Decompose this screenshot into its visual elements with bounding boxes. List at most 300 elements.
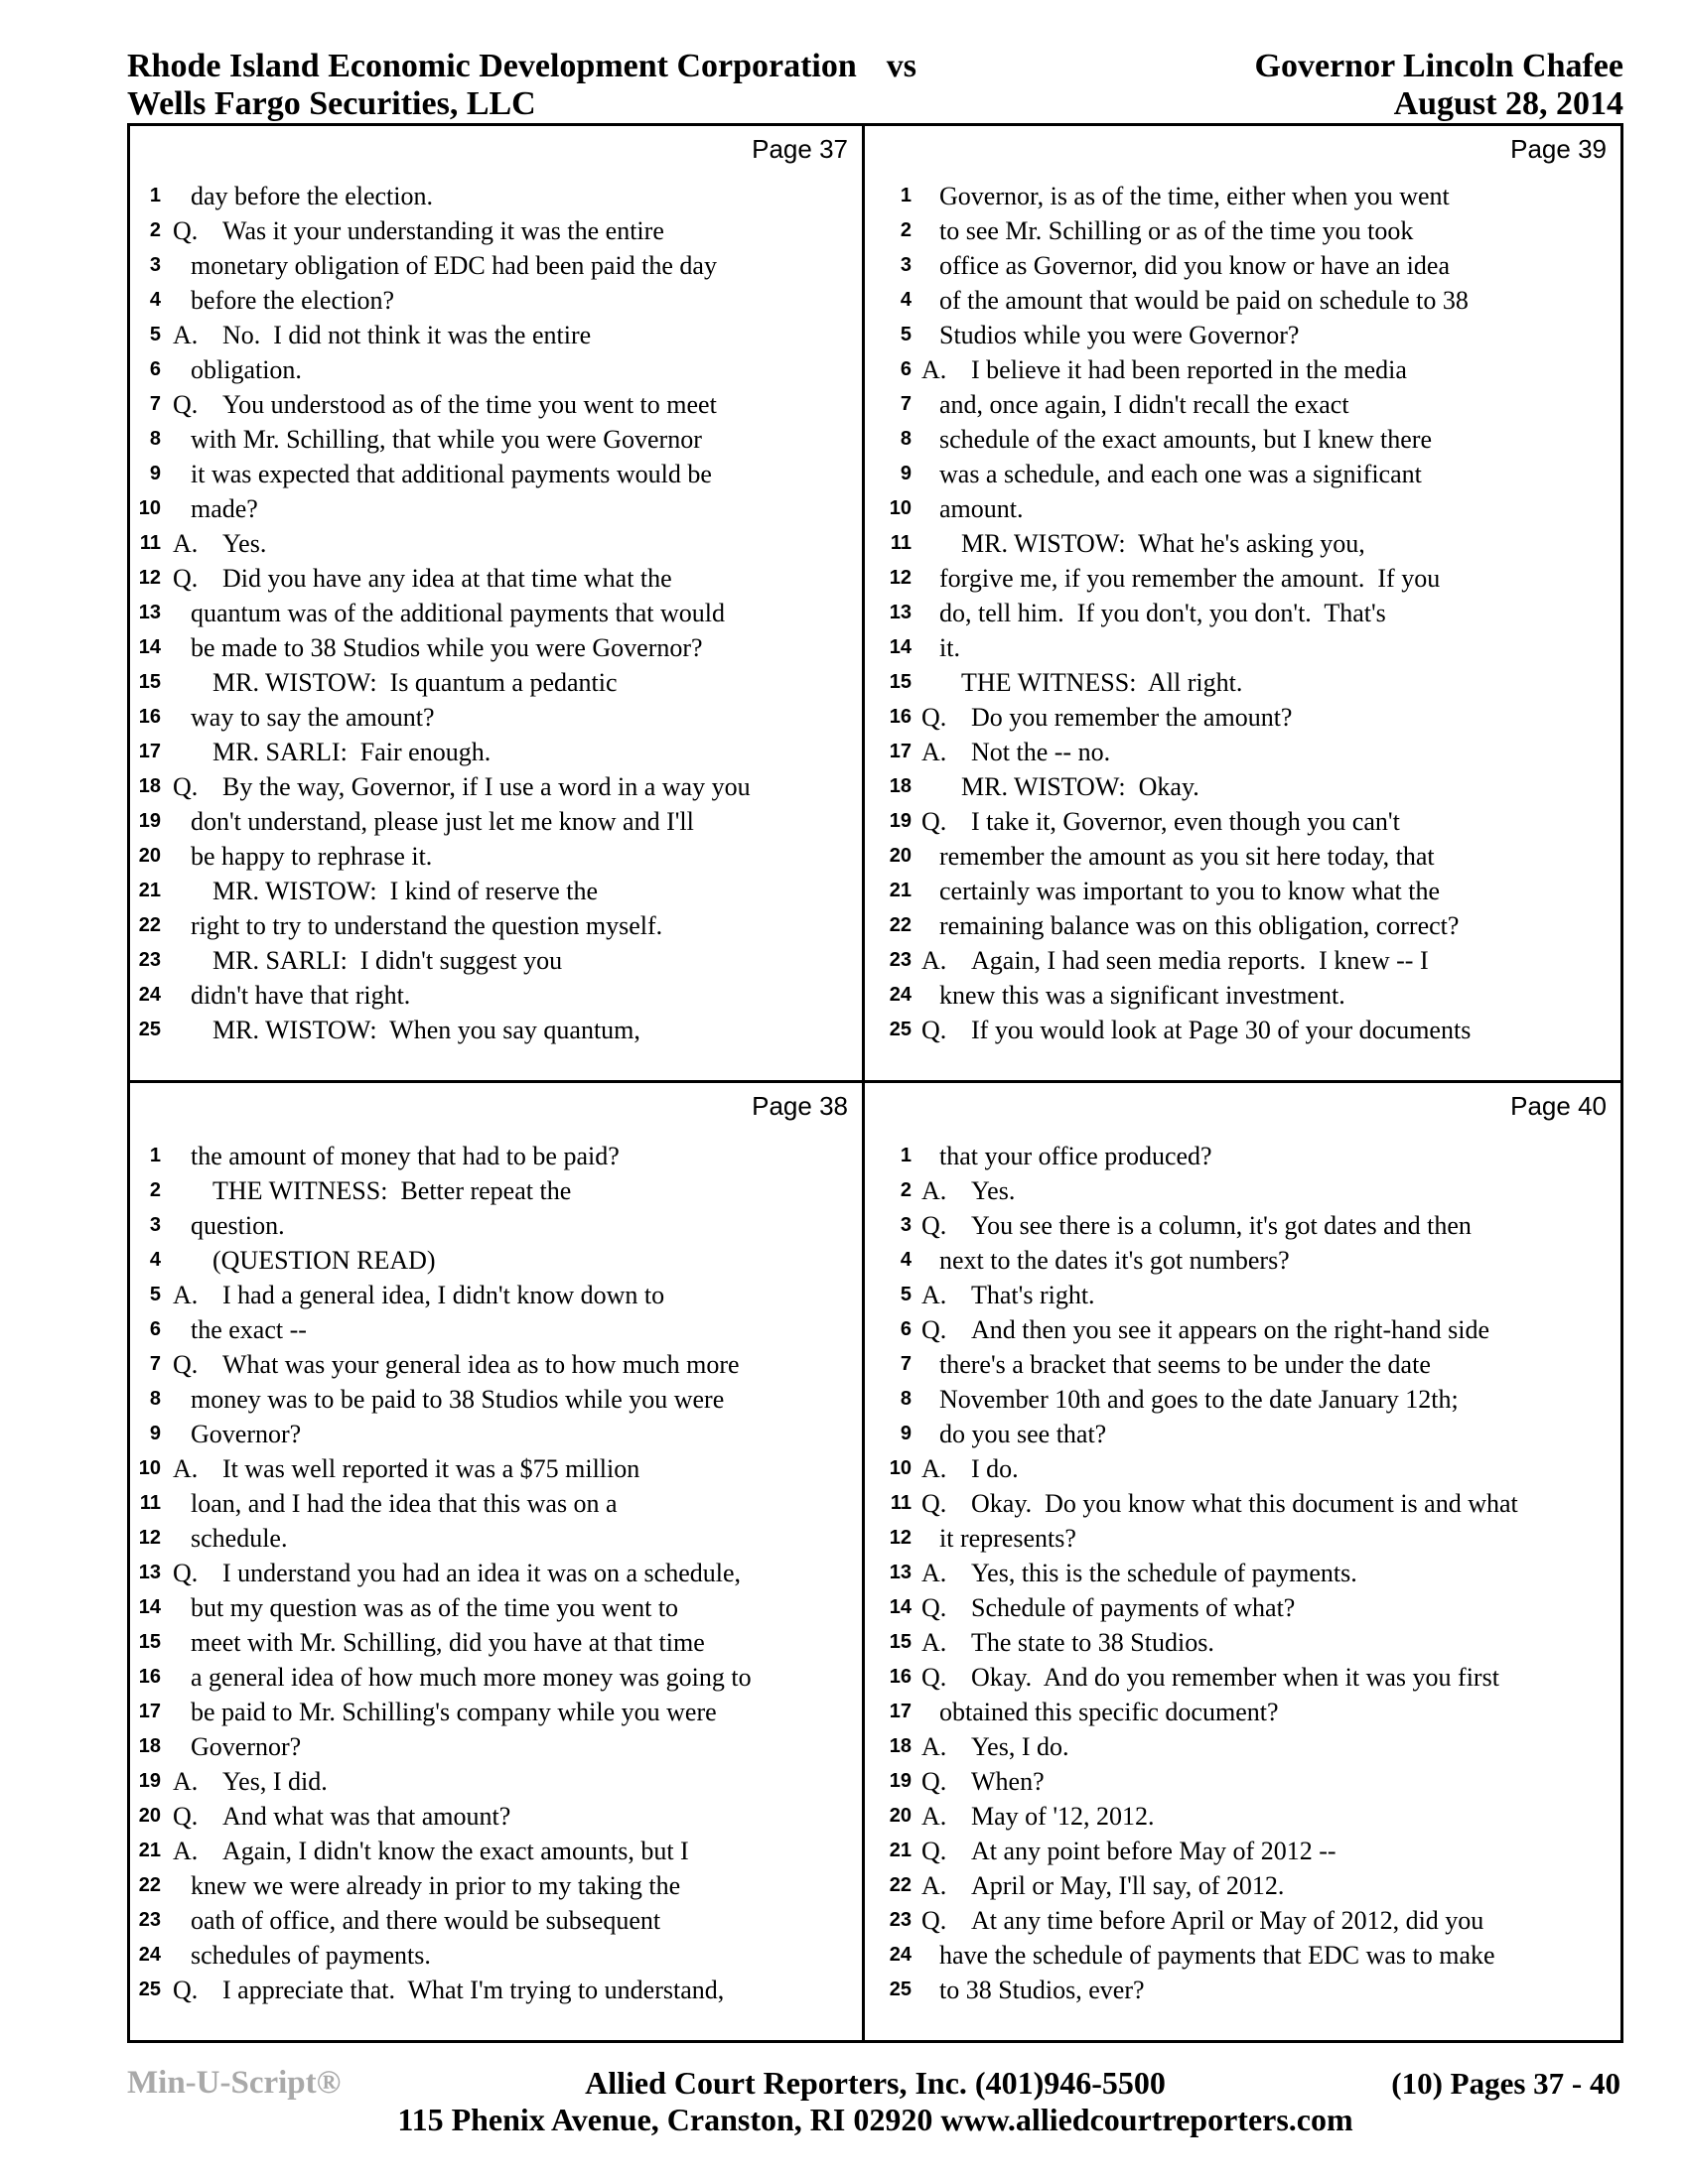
case-title-left bbox=[127, 48, 916, 123]
line-text: knew this was a significant investment. bbox=[939, 981, 1345, 1010]
qa-prefix: A. bbox=[921, 1454, 947, 1483]
transcript-line bbox=[130, 839, 862, 874]
transcript-line bbox=[865, 1695, 1620, 1729]
line-body bbox=[939, 1139, 1212, 1173]
minuscript-brand: Min-U-Script® bbox=[127, 2065, 342, 2101]
line-number: 22 bbox=[138, 1874, 161, 1896]
line-body bbox=[191, 179, 433, 213]
qa-prefix: Q. bbox=[921, 1593, 947, 1622]
line-text: of the amount that would be paid on schedule to 38 bbox=[939, 286, 1469, 315]
line-text: quantum was of the additional payments that would bbox=[191, 599, 725, 627]
line-body bbox=[939, 978, 1345, 1013]
line-text: Okay. Do you know what this document is and what bbox=[971, 1489, 1518, 1518]
qa-prefix: A. bbox=[921, 1176, 947, 1205]
line-body bbox=[173, 561, 672, 596]
line-number: 17 bbox=[889, 741, 912, 762]
line-body bbox=[939, 665, 1242, 700]
line-text: MR. WISTOW: I kind of reserve the bbox=[212, 877, 598, 905]
line-number: 10 bbox=[138, 497, 161, 519]
line-body bbox=[191, 1868, 680, 1903]
line-text: remaining balance was on this obligation, correct? bbox=[939, 911, 1460, 940]
qa-prefix: Q. bbox=[921, 1315, 947, 1344]
line-body bbox=[939, 839, 1435, 874]
qa-prefix: Q. bbox=[921, 1211, 947, 1240]
line-body bbox=[191, 1486, 618, 1521]
line-text: be paid to Mr. Schilling's company while you were bbox=[191, 1698, 717, 1726]
line-number: 24 bbox=[138, 1944, 161, 1966]
transcript-line bbox=[865, 561, 1620, 596]
transcript-line bbox=[865, 700, 1620, 735]
line-number: 5 bbox=[900, 324, 912, 345]
line-text: Again, I didn't know the exact amounts, but I bbox=[222, 1837, 689, 1865]
transcript-line bbox=[130, 908, 862, 943]
transcript-line bbox=[865, 1382, 1620, 1417]
qa-prefix: Q. bbox=[173, 772, 199, 801]
page-range: (10) Pages 37 - 40 bbox=[1391, 2066, 1620, 2101]
transcript-line bbox=[865, 1139, 1620, 1173]
deposition-date: August 28, 2014 bbox=[1393, 85, 1623, 122]
qa-prefix: Q. bbox=[921, 1767, 947, 1796]
line-body bbox=[921, 352, 1407, 387]
transcript-line bbox=[865, 1938, 1620, 1973]
transcript-line bbox=[130, 700, 862, 735]
transcript-lines bbox=[130, 1139, 862, 2007]
line-number: 15 bbox=[138, 671, 161, 693]
transcript-line bbox=[130, 874, 862, 908]
qa-prefix: Q. bbox=[173, 216, 199, 245]
transcript-line bbox=[865, 1173, 1620, 1208]
transcript-grid bbox=[127, 123, 1623, 2043]
transcript-line bbox=[865, 1521, 1620, 1556]
court-reporter-address: 115 Phenix Avenue, Cranston, RI 02920 www.alliedcourtreporters.com bbox=[397, 2102, 1353, 2137]
transcript-line bbox=[130, 318, 862, 352]
line-body bbox=[921, 943, 1429, 978]
line-text: office as Governor, did you know or have an idea bbox=[939, 251, 1450, 280]
line-text: right to try to understand the question myself. bbox=[191, 911, 663, 940]
line-number: 23 bbox=[889, 949, 912, 971]
line-number: 15 bbox=[138, 1631, 161, 1653]
line-body bbox=[191, 1521, 287, 1556]
line-number: 7 bbox=[900, 1353, 912, 1375]
line-body bbox=[173, 213, 664, 248]
line-number: 11 bbox=[890, 532, 912, 554]
line-number: 16 bbox=[138, 706, 161, 728]
transcript-line bbox=[130, 1938, 862, 1973]
qa-prefix: Q. bbox=[173, 1350, 199, 1379]
line-number: 13 bbox=[889, 602, 912, 623]
qa-prefix: A. bbox=[921, 1281, 947, 1309]
transcript-line bbox=[130, 1208, 862, 1243]
transcript-line bbox=[865, 1764, 1620, 1799]
line-text: there's a bracket that seems to be under the date bbox=[939, 1350, 1431, 1379]
line-number: 6 bbox=[900, 358, 912, 380]
line-body bbox=[939, 561, 1440, 596]
line-body bbox=[173, 318, 592, 352]
line-text: the amount of money that had to be paid? bbox=[191, 1142, 620, 1170]
line-text: I do. bbox=[971, 1454, 1019, 1483]
qa-prefix: Q. bbox=[921, 1016, 947, 1044]
qa-prefix: Q. bbox=[921, 1906, 947, 1935]
transcript-line bbox=[130, 1973, 862, 2007]
line-body bbox=[939, 1243, 1290, 1278]
qa-prefix: A. bbox=[921, 946, 947, 975]
transcript-line bbox=[130, 422, 862, 457]
line-body bbox=[173, 1451, 640, 1486]
page-cell-38 bbox=[130, 1083, 865, 2040]
transcript-line bbox=[130, 1278, 862, 1312]
line-text: made? bbox=[191, 494, 258, 523]
line-number: 1 bbox=[149, 1145, 161, 1166]
transcript-line bbox=[865, 804, 1620, 839]
line-number: 23 bbox=[138, 949, 161, 971]
line-body bbox=[173, 387, 717, 422]
line-text: be made to 38 Studios while you were Governor? bbox=[191, 633, 703, 662]
line-number: 9 bbox=[149, 463, 161, 484]
transcript-line bbox=[130, 1695, 862, 1729]
line-number: 16 bbox=[138, 1666, 161, 1688]
line-number: 24 bbox=[138, 984, 161, 1006]
line-number: 6 bbox=[149, 358, 161, 380]
line-number: 16 bbox=[889, 1666, 912, 1688]
transcript-line bbox=[865, 1868, 1620, 1903]
line-number: 25 bbox=[889, 1019, 912, 1040]
line-text: Schedule of payments of what? bbox=[971, 1593, 1296, 1622]
line-body bbox=[173, 1834, 689, 1868]
transcript-line bbox=[865, 1486, 1620, 1521]
line-text: I had a general idea, I didn't know down to bbox=[222, 1281, 665, 1309]
line-number: 4 bbox=[149, 289, 161, 311]
line-body bbox=[191, 1243, 436, 1278]
line-number: 5 bbox=[149, 324, 161, 345]
line-body bbox=[191, 804, 694, 839]
qa-prefix: Q. bbox=[921, 1489, 947, 1518]
line-text: that your office produced? bbox=[939, 1142, 1212, 1170]
qa-prefix: A. bbox=[921, 1559, 947, 1587]
transcript-line bbox=[865, 1278, 1620, 1312]
line-body bbox=[191, 943, 562, 978]
transcript-line bbox=[130, 1868, 862, 1903]
qa-prefix: A. bbox=[173, 1454, 199, 1483]
transcript-line bbox=[130, 1312, 862, 1347]
line-body bbox=[921, 1312, 1490, 1347]
line-number: 7 bbox=[149, 1353, 161, 1375]
line-body bbox=[191, 978, 410, 1013]
line-text: Governor, is as of the time, either when you went bbox=[939, 182, 1450, 210]
line-number: 23 bbox=[138, 1909, 161, 1931]
line-body bbox=[939, 526, 1365, 561]
line-number: 11 bbox=[890, 1492, 912, 1514]
line-text: before the election? bbox=[191, 286, 394, 315]
line-body bbox=[173, 1799, 511, 1834]
line-text: I take it, Governor, even though you can't bbox=[971, 807, 1400, 836]
line-text: but my question was as of the time you went to bbox=[191, 1593, 679, 1622]
line-text: Governor? bbox=[191, 1732, 302, 1761]
transcript-line bbox=[865, 526, 1620, 561]
line-text: It was well reported it was a $75 million bbox=[222, 1454, 640, 1483]
qa-prefix: Q. bbox=[173, 1559, 199, 1587]
line-number: 23 bbox=[889, 1909, 912, 1931]
qa-prefix: A. bbox=[173, 321, 199, 349]
transcript-line bbox=[130, 1764, 862, 1799]
transcript-line bbox=[865, 1729, 1620, 1764]
line-number: 9 bbox=[900, 463, 912, 484]
line-text: forgive me, if you remember the amount. If you bbox=[939, 564, 1441, 593]
line-text: do, tell him. If you don't, you don't. That's bbox=[939, 599, 1386, 627]
line-number: 3 bbox=[900, 1214, 912, 1236]
page-number-label: Page 37 bbox=[752, 134, 848, 164]
line-text: Yes, I did. bbox=[222, 1767, 328, 1796]
transcript-line bbox=[865, 491, 1620, 526]
line-number: 6 bbox=[149, 1318, 161, 1340]
transcript-line bbox=[130, 1347, 862, 1382]
line-body bbox=[191, 1173, 571, 1208]
line-body bbox=[173, 769, 751, 804]
line-text: and, once again, I didn't recall the exact bbox=[939, 390, 1349, 419]
transcript-line bbox=[865, 387, 1620, 422]
line-text: THE WITNESS: Better repeat the bbox=[212, 1176, 572, 1205]
line-text: I appreciate that. What I'm trying to understand, bbox=[222, 1976, 725, 2004]
line-text: The state to 38 Studios. bbox=[971, 1628, 1214, 1657]
qa-prefix: Q. bbox=[921, 1837, 947, 1865]
line-body bbox=[173, 1278, 665, 1312]
case-title-line1 bbox=[127, 48, 916, 85]
plaintiff-name: Rhode Island Economic Development Corporation bbox=[127, 48, 857, 84]
line-body bbox=[921, 804, 1400, 839]
line-body bbox=[191, 491, 258, 526]
line-body bbox=[173, 1347, 740, 1382]
line-text: And then you see it appears on the right-hand side bbox=[971, 1315, 1490, 1344]
line-text: April or May, I'll say, of 2012. bbox=[971, 1871, 1285, 1900]
line-text: certainly was important to you to know what the bbox=[939, 877, 1441, 905]
line-body bbox=[191, 1208, 285, 1243]
line-text: it represents? bbox=[939, 1524, 1076, 1553]
transcript-line bbox=[130, 1451, 862, 1486]
line-body bbox=[191, 596, 725, 630]
line-body bbox=[191, 1660, 752, 1695]
line-number: 8 bbox=[149, 428, 161, 450]
line-text: remember the amount as you sit here today, that bbox=[939, 842, 1435, 871]
line-number: 12 bbox=[889, 1527, 912, 1549]
line-text: schedule of the exact amounts, but I knew there bbox=[939, 425, 1432, 454]
transcript-line bbox=[130, 665, 862, 700]
line-text: schedule. bbox=[191, 1524, 288, 1553]
footer bbox=[127, 2065, 1623, 2137]
line-text: And what was that amount? bbox=[222, 1802, 511, 1831]
line-text: don't understand, please just let me know and I'll bbox=[191, 807, 694, 836]
line-text: Studios while you were Governor? bbox=[939, 321, 1300, 349]
line-number: 3 bbox=[149, 1214, 161, 1236]
line-number: 13 bbox=[889, 1562, 912, 1583]
qa-prefix: A. bbox=[921, 738, 947, 766]
witness-name: Governor Lincoln Chafee bbox=[1254, 48, 1623, 84]
line-number: 21 bbox=[889, 880, 912, 901]
line-number: 4 bbox=[149, 1249, 161, 1271]
line-body bbox=[939, 387, 1349, 422]
transcript-line bbox=[865, 1903, 1620, 1938]
line-body bbox=[191, 1139, 620, 1173]
transcript-line bbox=[865, 1973, 1620, 2007]
line-number: 20 bbox=[138, 845, 161, 867]
line-number: 11 bbox=[139, 1492, 161, 1514]
line-body bbox=[921, 1590, 1296, 1625]
transcript-line bbox=[130, 1139, 862, 1173]
transcript-line bbox=[130, 283, 862, 318]
line-body bbox=[191, 422, 702, 457]
line-text: THE WITNESS: All right. bbox=[961, 668, 1243, 697]
line-number: 2 bbox=[149, 219, 161, 241]
line-number: 24 bbox=[889, 1944, 912, 1966]
transcript-line bbox=[865, 283, 1620, 318]
transcript-line bbox=[130, 1417, 862, 1451]
line-number: 10 bbox=[889, 497, 912, 519]
transcript-line bbox=[130, 1834, 862, 1868]
line-body bbox=[191, 1729, 301, 1764]
line-body bbox=[191, 248, 717, 283]
line-text: monetary obligation of EDC had been paid the day bbox=[191, 251, 717, 280]
line-number: 9 bbox=[900, 1423, 912, 1444]
transcript-line bbox=[865, 1834, 1620, 1868]
line-number: 18 bbox=[138, 1735, 161, 1757]
transcript-line bbox=[865, 769, 1620, 804]
transcript-line bbox=[865, 630, 1620, 665]
line-text: way to say the amount? bbox=[191, 703, 435, 732]
line-text: You understood as of the time you went to meet bbox=[222, 390, 717, 419]
transcript-line bbox=[865, 352, 1620, 387]
line-number: 7 bbox=[900, 393, 912, 415]
qa-prefix: A. bbox=[173, 529, 199, 558]
line-text: May of '12, 2012. bbox=[971, 1802, 1155, 1831]
page-number-label: Page 38 bbox=[752, 1091, 848, 1121]
line-number: 8 bbox=[900, 428, 912, 450]
line-text: obtained this specific document? bbox=[939, 1698, 1279, 1726]
line-number: 18 bbox=[138, 775, 161, 797]
line-number: 7 bbox=[149, 393, 161, 415]
line-number: 12 bbox=[138, 1527, 161, 1549]
line-number: 22 bbox=[889, 914, 912, 936]
transcript-line bbox=[865, 1556, 1620, 1590]
line-body bbox=[939, 908, 1459, 943]
case-title-right bbox=[1255, 48, 1623, 123]
qa-prefix: A. bbox=[921, 1628, 947, 1657]
line-body bbox=[939, 1695, 1279, 1729]
qa-prefix: Q. bbox=[173, 564, 199, 593]
line-body bbox=[939, 630, 960, 665]
line-text: knew we were already in prior to my taking the bbox=[191, 1871, 681, 1900]
line-body bbox=[939, 457, 1422, 491]
transcript-line bbox=[130, 213, 862, 248]
line-body bbox=[921, 1764, 1045, 1799]
transcript-line bbox=[130, 630, 862, 665]
line-number: 22 bbox=[889, 1874, 912, 1896]
line-text: You see there is a column, it's got dates and then bbox=[971, 1211, 1472, 1240]
line-number: 13 bbox=[138, 602, 161, 623]
line-text: That's right. bbox=[971, 1281, 1095, 1309]
line-body bbox=[191, 735, 491, 769]
transcript-line bbox=[130, 248, 862, 283]
transcript-line bbox=[865, 978, 1620, 1013]
transcript-line bbox=[130, 1729, 862, 1764]
line-body bbox=[939, 769, 1199, 804]
line-text: schedules of payments. bbox=[191, 1941, 431, 1970]
line-body bbox=[191, 1013, 640, 1047]
line-number: 17 bbox=[138, 741, 161, 762]
transcript-line bbox=[130, 1590, 862, 1625]
line-number: 20 bbox=[138, 1805, 161, 1827]
transcript-line bbox=[865, 596, 1620, 630]
line-text: it. bbox=[939, 633, 960, 662]
transcript-line bbox=[130, 1486, 862, 1521]
line-number: 1 bbox=[900, 185, 912, 206]
line-number: 24 bbox=[889, 984, 912, 1006]
vs-label: vs bbox=[886, 48, 917, 84]
line-text: oath of office, and there would be subsequent bbox=[191, 1906, 661, 1935]
line-body bbox=[939, 179, 1450, 213]
page-cell-39 bbox=[865, 126, 1620, 1083]
line-number: 18 bbox=[889, 1735, 912, 1757]
line-text: No. I did not think it was the entire bbox=[222, 321, 592, 349]
line-number: 2 bbox=[149, 1179, 161, 1201]
line-text: with Mr. Schilling, that while you were Governor bbox=[191, 425, 702, 454]
line-body bbox=[921, 1868, 1285, 1903]
line-body bbox=[191, 630, 703, 665]
line-text: November 10th and goes to the date January 12th; bbox=[939, 1385, 1459, 1414]
line-number: 5 bbox=[149, 1284, 161, 1305]
qa-prefix: A. bbox=[921, 1871, 947, 1900]
page-cell-37 bbox=[130, 126, 865, 1083]
line-text: MR. SARLI: I didn't suggest you bbox=[212, 946, 563, 975]
transcript-line bbox=[865, 213, 1620, 248]
line-text: MR. WISTOW: Is quantum a pedantic bbox=[212, 668, 618, 697]
line-body bbox=[173, 1764, 328, 1799]
line-number: 12 bbox=[889, 567, 912, 589]
line-text: money was to be paid to 38 Studios while you were bbox=[191, 1385, 725, 1414]
line-text: have the schedule of payments that EDC was to make bbox=[939, 1941, 1495, 1970]
line-body bbox=[191, 1312, 307, 1347]
transcript-line bbox=[130, 1013, 862, 1047]
line-number: 14 bbox=[138, 1596, 161, 1618]
line-text: do you see that? bbox=[939, 1420, 1107, 1448]
transcript-line bbox=[865, 318, 1620, 352]
transcript-line bbox=[130, 1660, 862, 1695]
line-number: 21 bbox=[138, 880, 161, 901]
line-body bbox=[191, 1625, 705, 1660]
line-body bbox=[191, 283, 394, 318]
qa-prefix: A. bbox=[921, 1732, 947, 1761]
line-text: (QUESTION READ) bbox=[212, 1246, 436, 1275]
line-body bbox=[939, 422, 1432, 457]
transcript-line bbox=[865, 1590, 1620, 1625]
line-body bbox=[191, 1417, 301, 1451]
line-body bbox=[191, 908, 662, 943]
line-text: Governor? bbox=[191, 1420, 302, 1448]
qa-prefix: A. bbox=[921, 355, 947, 384]
line-number: 6 bbox=[900, 1318, 912, 1340]
transcript-line bbox=[130, 1243, 862, 1278]
transcript-line bbox=[865, 1013, 1620, 1047]
qa-prefix: Q. bbox=[921, 1663, 947, 1692]
line-text: MR. WISTOW: Okay. bbox=[961, 772, 1199, 801]
transcript-line bbox=[865, 1799, 1620, 1834]
line-number: 21 bbox=[138, 1840, 161, 1861]
page-cell-40 bbox=[865, 1083, 1620, 2040]
transcript-line bbox=[130, 1173, 862, 1208]
line-text: I understand you had an idea it was on a schedule, bbox=[222, 1559, 742, 1587]
transcript-line bbox=[130, 1556, 862, 1590]
page-number-label: Page 40 bbox=[1510, 1091, 1607, 1121]
transcript-line bbox=[865, 665, 1620, 700]
line-text: didn't have that right. bbox=[191, 981, 411, 1010]
line-text: Okay. And do you remember when it was you first bbox=[971, 1663, 1499, 1692]
